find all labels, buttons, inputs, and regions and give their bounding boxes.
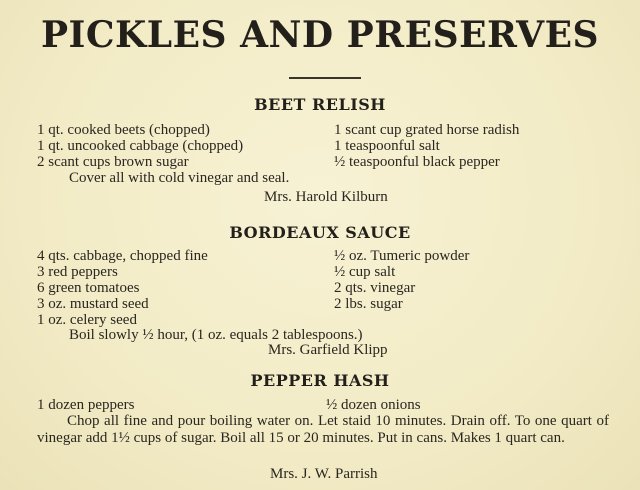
title-divider [289, 77, 361, 79]
ingredient: ½ cup salt [334, 264, 396, 280]
recipe-directions: Boil slowly ½ hour, (1 oz. equals 2 tablespoons.) [69, 327, 363, 343]
ingredient: 2 scant cups brown sugar [37, 154, 189, 170]
recipe-author: Mrs. J. W. Parrish [270, 466, 378, 482]
recipe-title-beet-relish: BEET RELISH [254, 95, 386, 114]
ingredient: 1 qt. cooked beets (chopped) [37, 122, 210, 138]
recipe-directions: Chop all fine and pour boiling water on. Let staid 10 minutes. Drain off. To one quart of vinegar add 1½ cups of sugar. Boil all 15 or 20 minutes. Put in cans. Makes 1 quart can. [37, 413, 609, 446]
ingredient: ½ oz. Tumeric powder [334, 248, 470, 264]
ingredient: 2 qts. vinegar [334, 280, 416, 296]
recipe-directions: Cover all with cold vinegar and seal. [69, 170, 290, 186]
ingredient: 1 oz. celery seed [37, 312, 137, 328]
recipe-title-pepper-hash: PEPPER HASH [250, 371, 390, 390]
ingredient: 6 green tomatoes [37, 280, 140, 296]
ingredient: 4 qts. cabbage, chopped fine [37, 248, 208, 264]
ingredient: 1 dozen peppers [37, 397, 135, 413]
recipe-author: Mrs. Harold Kilburn [264, 189, 388, 205]
ingredient: 3 red peppers [37, 264, 118, 280]
page-title: PICKLES AND PRESERVES [40, 14, 600, 56]
ingredient: 1 scant cup grated horse radish [334, 122, 520, 138]
ingredient: 2 lbs. sugar [334, 296, 403, 312]
ingredient: 3 oz. mustard seed [37, 296, 149, 312]
ingredient: 1 teaspoonful salt [334, 138, 440, 154]
recipe-author: Mrs. Garfield Klipp [268, 342, 388, 358]
recipe-title-bordeaux-sauce: BORDEAUX SAUCE [229, 223, 411, 242]
ingredient: 1 qt. uncooked cabbage (chopped) [37, 138, 244, 154]
ingredient: ½ teaspoonful black pepper [334, 154, 500, 170]
ingredient: ½ dozen onions [326, 397, 421, 413]
